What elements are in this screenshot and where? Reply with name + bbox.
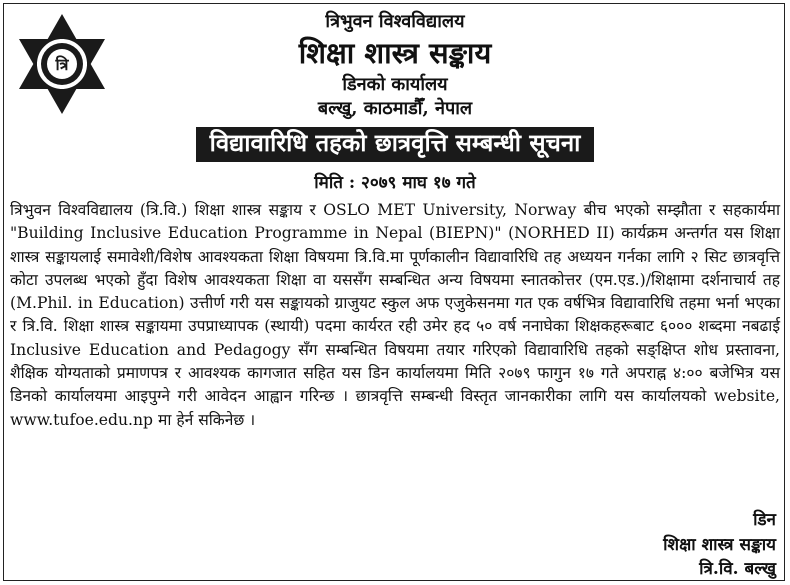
signature-place: त्रि.वि. बल्खु [699,559,776,579]
university-name: त्रिभुवन विश्वविद्यालय [325,11,465,32]
notice-body: त्रिभुवन विश्वविद्यालय (त्रि.वि.) शिक्षा शास्त्र सङ्काय र OSLO MET University, Norway बीच भएको सम्झौता र सहकार्यमा "Building Inclusive Education Programme in Nepal (BIEPN)" (NORHED II) कार्यक्रम अन्तर्गत यस शिक्षा शास्त्र सङ्कायलाई समावेशी/विशेष आवश्यकता शिक्षा विषयमा त्रि.वि.मा पूर्णकालीन विद्यावारिधि तह अध्ययन गर्नका लागि २ सिट छात्रवृत्ति कोटा उपलब्ध भएको हुँदा विशेष आवश्यकता शिक्षा वा यससँग सम्बन्धित अन्य विषयमा स्नातकोत्तर (एम.एड.)/शिक्षामा दर्शनाचार्य तह (M.Phil. in Education) उत्तीर्ण गरी यस सङ्कायको ग्राजुयट स्कुल अफ एजुकेसनमा गत एक वर्षभित्र विद्यावारिधि तहमा भर्ना भएका र त्रि.वि. शिक्षा शास्त्र सङ्कायमा उपप्राध्यापक (स्थायी) पदमा कार्यरत रही उमेर हद ५० वर्ष ननाघेका शिक्षकहरूबाट ६००० शब्दमा नबढाई Inclusive Education and Pedagogy सँग सम्बन्धित विषयमा तयार गरिएको विद्यावारिधि तहको सङ्क्षिप्त शोध प्रस्तावना, शैक्षिक योग्यताको प्रमाणपत्र र आवश्यक कागजात सहित यस डिन कार्यालयमा मिति २०७९ फागुन १७ गते अपराह्न ४:०० बजेभित्र यस डिनको कार्यालयमा आइपुग्ने गरी आवेदन आह्वान गरिन्छ । छात्रवृत्ति सम्बन्धी विस्तृत जानकारीका लागि यस कार्यालयको website, www.tufoe.edu.np मा हेर्न सकिनेछ । [10,201,780,429]
signature-faculty: शिक्षा शास्त्र सङ्काय [663,535,776,555]
svg-text:त्रि: त्रि [55,55,69,74]
faculty-name: शिक्षा शास्त्र सङ्काय [298,36,492,70]
notice-title: विद्यावारिधि तहको छात्रवृत्ति सम्बन्धी सूचना [196,127,595,162]
signature-title: डिन [753,510,776,530]
office-address: बल्खु, काठमाडौँ, नेपाल [317,98,473,119]
notice-title-bar [0,127,790,162]
office-name: डिनको कार्यालय [342,74,448,95]
notice-date: मिति : २०७९ माघ १७ गते [314,173,476,193]
